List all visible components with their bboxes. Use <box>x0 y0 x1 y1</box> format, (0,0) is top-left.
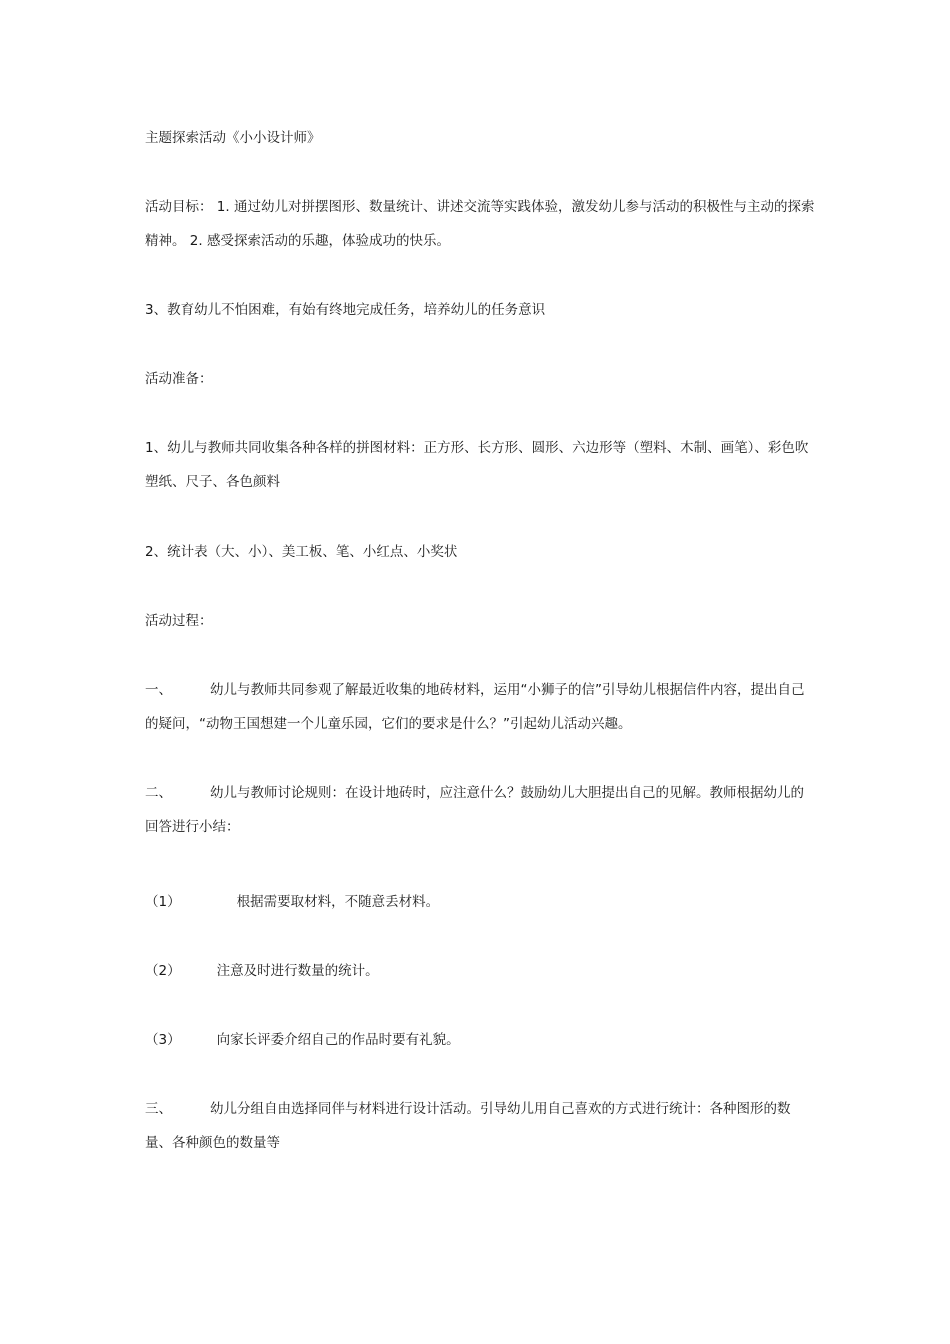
rule-2-text: 注意及时进行数量的统计。 <box>216 963 379 979</box>
step-1-text: 幼儿与教师共同参观了解最近收集的地砖材料，运用“小狮子的信”引导幼儿根据信件内容，提出自己的疑问，“动物王国想建一个儿童乐园，它们的要求是什么？”引起幼儿活动兴趣。 <box>145 682 805 732</box>
process-step-3 <box>145 1092 815 1160</box>
preparation-item-1: 1、幼儿与教师共同收集各种各样的拼图材料：正方形、长方形、圆形、六边形等（塑料、木制、画笔）、彩色吹塑纸、尺子、各色颜料 <box>145 440 809 490</box>
process-step-1 <box>145 673 815 741</box>
rule-item-3 <box>145 1023 815 1057</box>
rule-3-number: （3） <box>145 1032 181 1048</box>
rule-1-number: （1） <box>145 894 181 910</box>
goal-item-3: 3、教育幼儿不怕困难，有始有终地完成任务，培养幼儿的任务意识 <box>145 302 546 318</box>
step-1-number: 一、 <box>145 682 172 698</box>
rule-1-text: 根据需要取材料，不随意丢材料。 <box>236 894 440 910</box>
goals-label: 活动目标： <box>145 199 213 215</box>
preparation-heading: 活动准备： <box>145 371 213 387</box>
rule-item-2 <box>145 954 815 988</box>
step-3-text: 幼儿分组自由选择同伴与材料进行设计活动。引导幼儿用自己喜欢的方式进行统计：各种图形的数量、各种颜色的数量等 <box>145 1101 791 1151</box>
step-2-text: 幼儿与教师讨论规则：在设计地砖时，应注意什么？鼓励幼儿大胆提出自己的见解。教师根据幼儿的回答进行小结： <box>145 785 804 835</box>
goals-text: 1. 通过幼儿对拼摆图形、数量统计、讲述交流等实践体验，激发幼儿参与活动的积极性与主动的探索精神。 2. 感受探索活动的乐趣，体验成功的快乐。 <box>145 199 815 249</box>
rule-2-number: （2） <box>145 963 181 979</box>
preparation-item-2: 2、统计表（大、小）、美工板、笔、小红点、小奖状 <box>145 544 458 560</box>
rule-3-text: 向家长评委介绍自己的作品时要有礼貌。 <box>216 1032 460 1048</box>
activity-goals <box>145 190 815 258</box>
rule-item-1 <box>145 885 815 919</box>
step-3-number: 三、 <box>145 1101 172 1117</box>
process-step-2 <box>145 776 815 844</box>
step-2-number: 二、 <box>145 785 172 801</box>
process-heading: 活动过程： <box>145 613 213 629</box>
document-title: 主题探索活动《小小设计师》 <box>145 130 321 146</box>
